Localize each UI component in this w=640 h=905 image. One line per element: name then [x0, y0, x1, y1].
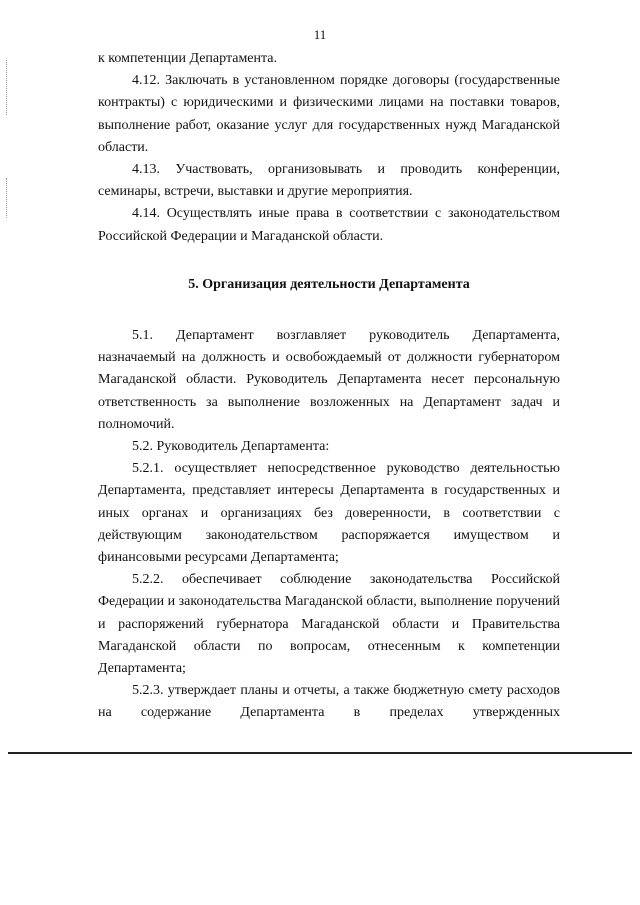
paragraph-5-1: 5.1. Департамент возглавляет руководитель Департамента, назначаемый на должность и освобождаемый от должности губернатором Магаданской области. Руководитель Департамента несет персональную ответственность за выполнение возложенных на Департамент задач и полномочий.	[98, 328, 560, 432]
paragraph-continuation: к компетенции Департамента.	[98, 51, 278, 66]
document-body	[98, 48, 560, 725]
page-bottom-rule	[8, 752, 632, 754]
paragraph-4-12: 4.12. Заключать в установленном порядке договоры (государственные контракты) с юридическими и физическими лицами на поставки товаров, выполнение работ, оказание услуг для государственных нужд Магаданской области.	[98, 73, 560, 155]
paragraph-5-2: 5.2. Руководитель Департамента:	[132, 439, 330, 455]
paragraph-5-2-3: 5.2.3. утверждает планы и отчеты, а также бюджетную смету расходов на содержание Департамента в пределах утвержденных	[98, 683, 560, 721]
section-heading: 5. Организация деятельности Департамента	[188, 276, 470, 292]
paragraph-5-2-2: 5.2.2. обеспечивает соблюдение законодательства Российской Федерации и законодательства Магаданской области, выполнение поручений и распоряжений губернатора Магаданской области и Правительства Магаданской области по вопросам, отнесенным к компетенции Департамента;	[98, 572, 560, 677]
page-number: 11	[313, 27, 327, 42]
paragraph-4-13: 4.13. Участвовать, организовывать и проводить конференции, семинары, встречи, выставки и другие мероприятия.	[98, 162, 560, 200]
margin-scan-mark-top	[6, 60, 7, 115]
paragraph-4-14: 4.14. Осуществлять иные права в соответствии с законодательством Российской Федерации и Магаданской области.	[98, 206, 560, 244]
margin-scan-mark-middle	[6, 178, 7, 218]
paragraph-5-2-1: 5.2.1. осуществляет непосредственное руководство деятельностью Департамента, представляет интересы Департамента в государственных и иных органах и организациях без доверенности, в соответствии с действующим законодательством распоряжается имуществом и финансовыми ресурсами Департамента;	[98, 461, 560, 566]
